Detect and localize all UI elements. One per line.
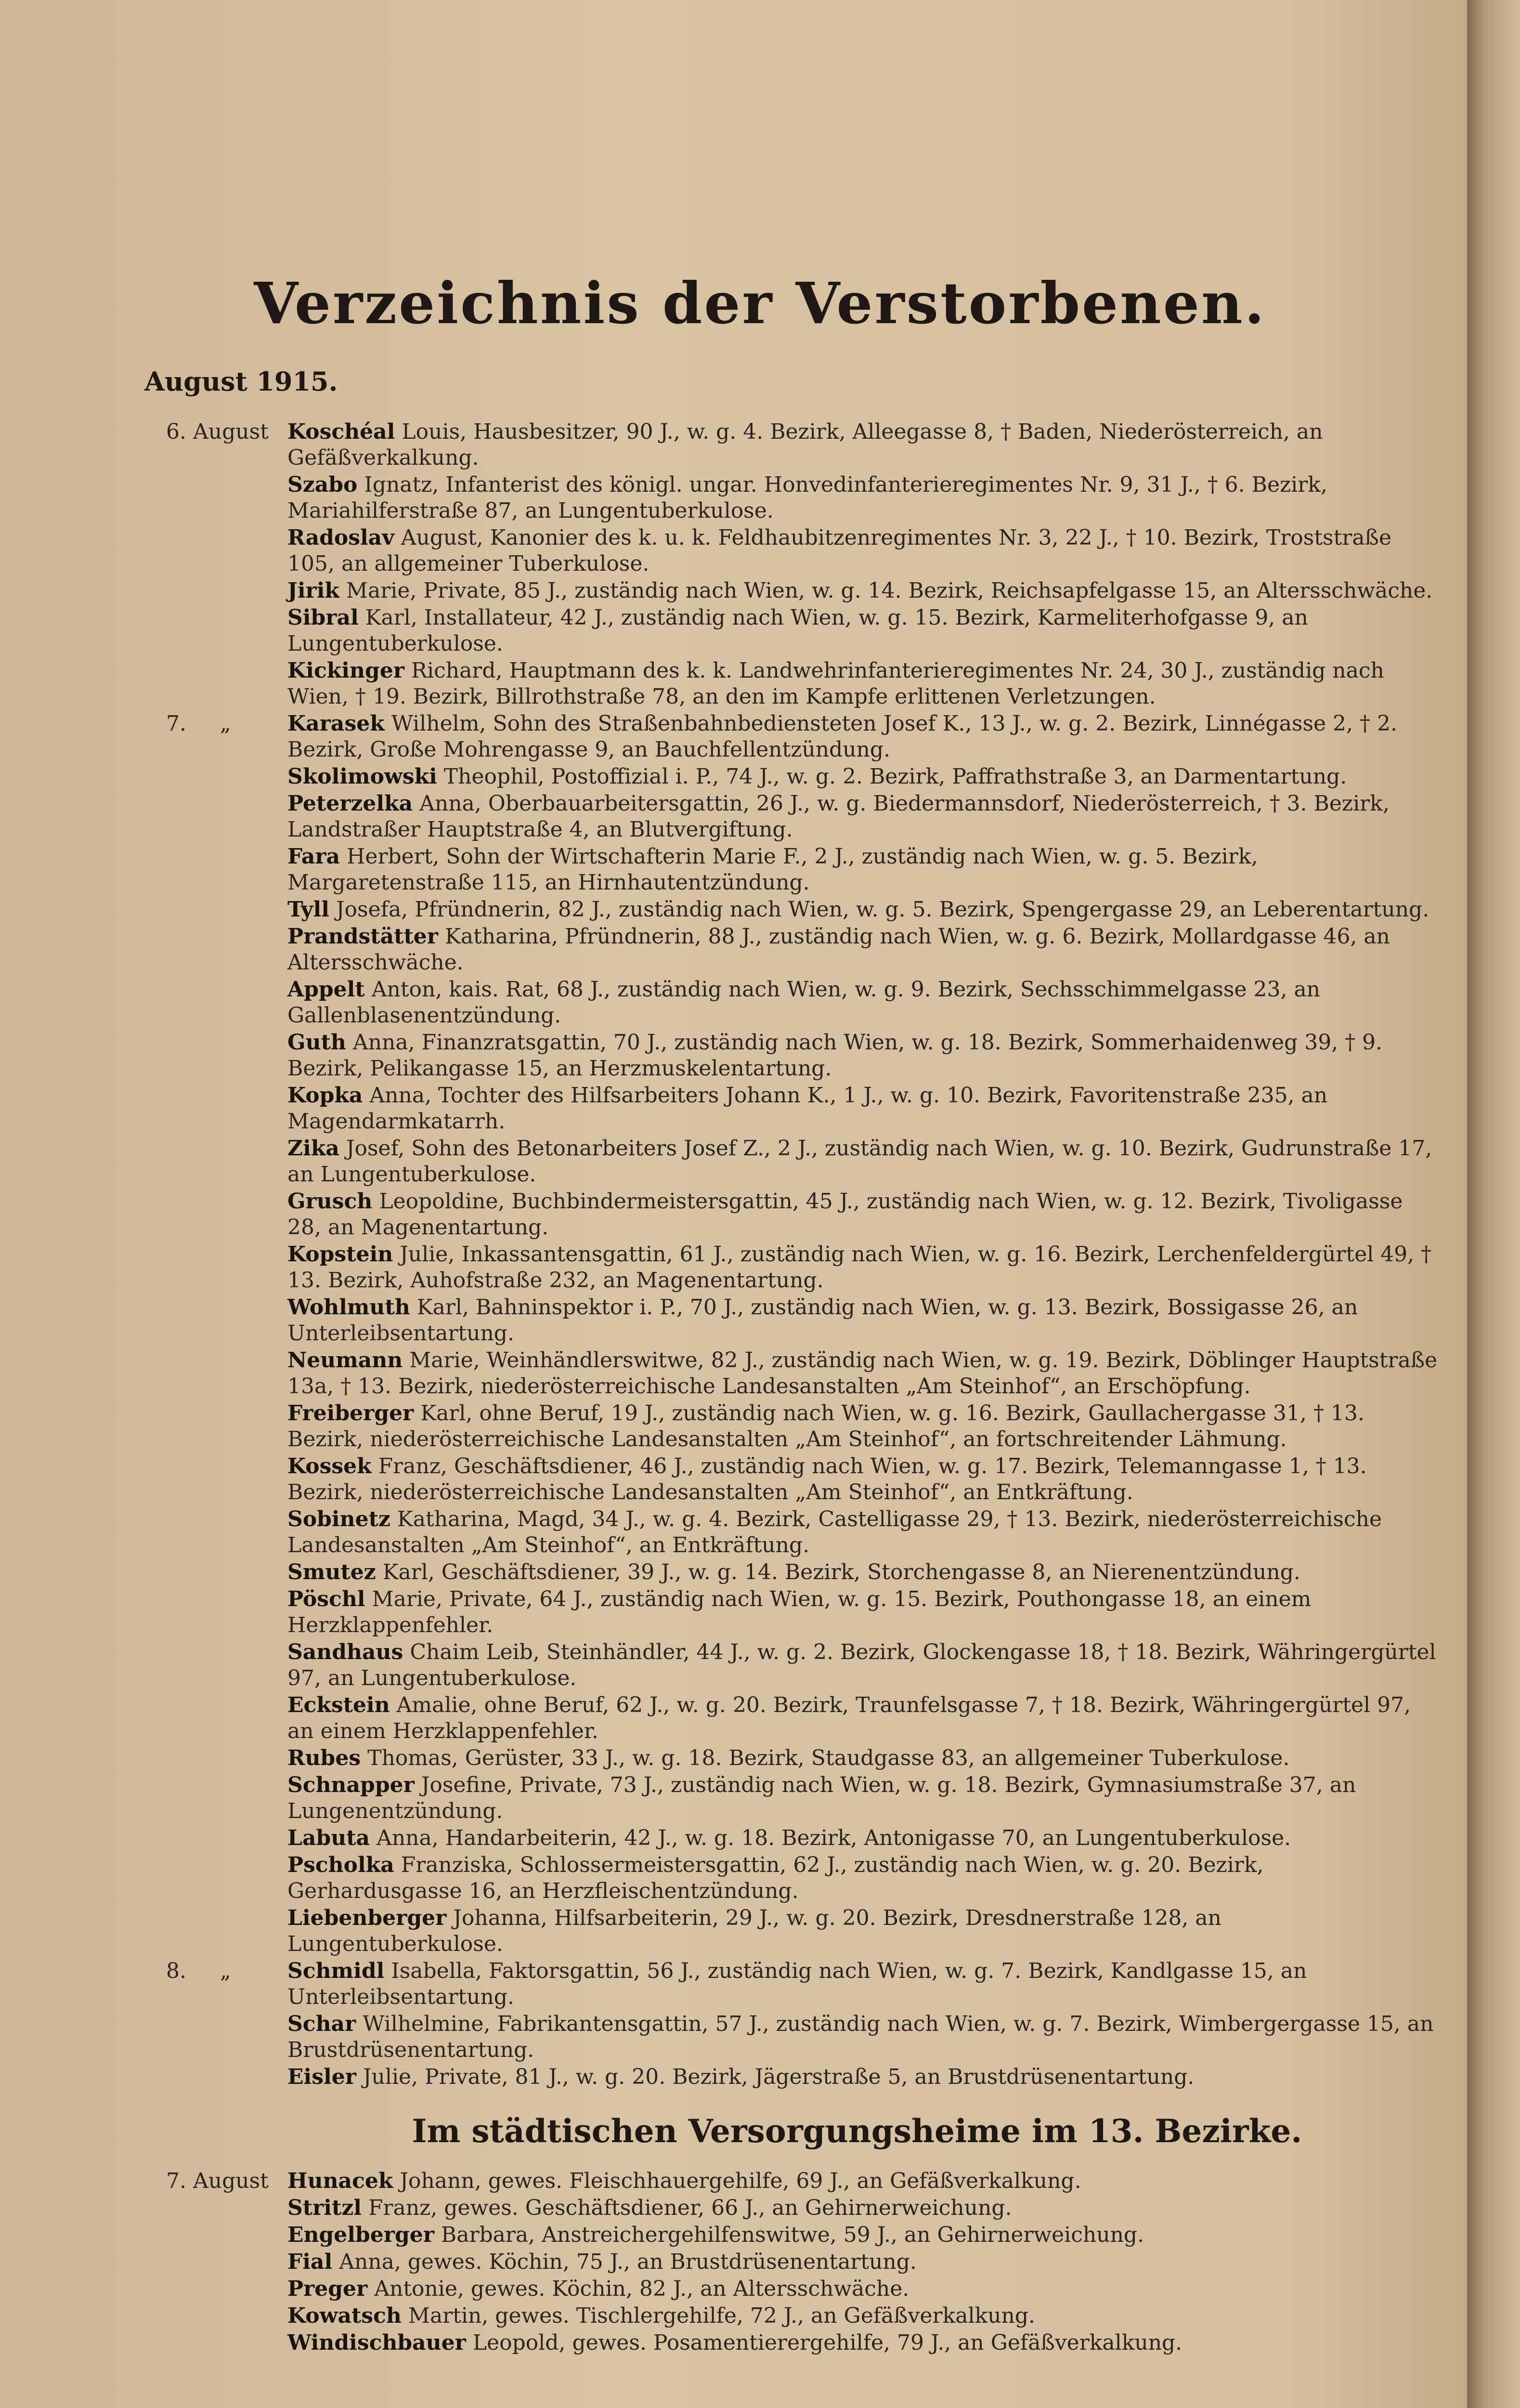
entry-text bbox=[287, 897, 1442, 923]
list-item bbox=[166, 2064, 1442, 2090]
entry-surname: Stritzl bbox=[287, 2196, 362, 2220]
list-item bbox=[166, 2222, 1442, 2248]
entry-details: Ignatz, Infanterist des königl. ungar. Honvedinfanterieregimentes Nr. 9, 31 J., † 6. Bezirk, Mariahilferstraße 87, an Lungentuberkulose. bbox=[287, 472, 1327, 523]
entry-surname: Eckstein bbox=[287, 1693, 390, 1717]
entry-surname: Karasek bbox=[287, 711, 385, 736]
entry-details: Anna, Finanzratsgattin, 70 J., zuständig nach Wien, w. g. 18. Bezirk, Sommerhaidenweg 39, † 9. Bezirk, Pelikangasse 15, an Herzmuskelentartung. bbox=[287, 1030, 1383, 1081]
list-item bbox=[166, 1189, 1442, 1241]
entry-surname: Eisler bbox=[287, 2065, 356, 2089]
entry-surname: Freiberger bbox=[287, 1401, 414, 1426]
entry-surname: Appelt bbox=[287, 977, 365, 1002]
entry-text bbox=[287, 1083, 1442, 1135]
entry-text bbox=[287, 2222, 1442, 2248]
entry-details: Anna, gewes. Köchin, 75 J., an Brustdrüsenentartung. bbox=[339, 2250, 917, 2274]
list-item bbox=[166, 897, 1442, 923]
entry-list bbox=[166, 419, 1442, 2090]
entry-surname: Szabo bbox=[287, 472, 358, 497]
entry-details: Karl, ohne Beruf, 19 J., zuständig nach Wien, w. g. 16. Bezirk, Gaullachergasse 31, † 13. Bezirk, niederösterreichische Landesanstalten „Am Steinhof“, an fortschreitender Lähmung. bbox=[287, 1401, 1364, 1452]
list-item bbox=[166, 1852, 1442, 1904]
entry-details: Theophil, Postoffizial i. P., 74 J., w. g. 2. Bezirk, Paffrathstraße 3, an Darmentartung. bbox=[443, 764, 1347, 789]
entry-details: Anna, Tochter des Hilfsarbeiters Johann K., 1 J., w. g. 10. Bezirk, Favoritenstraße 235, an Magendarmkatarrh. bbox=[287, 1083, 1328, 1134]
entry-details: Herbert, Sohn der Wirtschafterin Marie F., 2 J., zuständig nach Wien, w. g. 5. Bezirk, Margaretenstraße 115, an Hirnhautentzündung. bbox=[287, 844, 1258, 895]
entry-details: Johanna, Hilfsarbeiterin, 29 J., w. g. 20. Bezirk, Dresdnerstraße 128, an Lungentuberkulose. bbox=[287, 1906, 1221, 1956]
entry-text bbox=[287, 711, 1442, 763]
entry-text bbox=[287, 605, 1442, 657]
entry-surname: Pöschl bbox=[287, 1587, 365, 1611]
list-item bbox=[166, 1559, 1442, 1585]
entry-surname: Kossek bbox=[287, 1454, 372, 1479]
entry-list-versorgungsheim bbox=[166, 2168, 1442, 2356]
entry-details: Martin, gewes. Tischlergehilfe, 72 J., an Gefäßverkalkung. bbox=[408, 2303, 1036, 2328]
entry-text bbox=[287, 1506, 1442, 1558]
entry-details: Johann, gewes. Fleischhauergehilfe, 69 J., an Gefäßverkalkung. bbox=[400, 2169, 1081, 2193]
entry-surname: Liebenberger bbox=[287, 1906, 447, 1930]
entry-details: Anna, Handarbeiterin, 42 J., w. g. 18. Bezirk, Antonigasse 70, an Lungentuberkulose. bbox=[377, 1826, 1291, 1850]
entry-date: 6. August bbox=[166, 419, 269, 444]
list-item bbox=[166, 977, 1442, 1029]
entry-details: Isabella, Faktorsgattin, 56 J., zuständig nach Wien, w. g. 7. Bezirk, Kandlgasse 15, an Unterleibsentartung. bbox=[287, 1959, 1307, 2009]
entry-text bbox=[287, 1348, 1442, 1400]
entry-details: Wilhelm, Sohn des Straßenbahnbediensteten Josef K., 13 J., w. g. 2. Bezirk, Linnégasse 2, † 2. Bezirk, Große Mohrengasse 9, an Bauchfellentzündung. bbox=[287, 711, 1397, 762]
list-item bbox=[166, 711, 1442, 763]
list-item bbox=[166, 1958, 1442, 2010]
entry-details: August, Kanonier des k. u. k. Feldhaubitzenregimentes Nr. 3, 22 J., † 10. Bezirk, Troststraße 105, an allgemeiner Tuberkulose. bbox=[287, 525, 1391, 576]
section-subtitle: Im städtischen Versorgungsheime im 13. Bezirke. bbox=[412, 2112, 1302, 2150]
list-item bbox=[166, 1083, 1442, 1135]
list-item bbox=[166, 844, 1442, 896]
list-item bbox=[166, 1825, 1442, 1851]
entry-details: Leopold, gewes. Posamentierergehilfe, 79 J., an Gefäßverkalkung. bbox=[472, 2330, 1182, 2355]
entry-text bbox=[287, 1453, 1442, 1505]
entry-surname: Neumann bbox=[287, 1348, 403, 1373]
list-item bbox=[166, 1242, 1442, 1294]
entry-text bbox=[287, 578, 1442, 604]
entry-surname: Guth bbox=[287, 1030, 346, 1055]
entry-details: Franziska, Schlossermeistersgattin, 62 J., zuständig nach Wien, w. g. 20. Bezirk, Gerhardusgasse 16, an Herzfleischentzündung. bbox=[287, 1853, 1264, 1903]
entry-surname: Koschéal bbox=[287, 419, 395, 444]
entry-date: 7. August bbox=[166, 2169, 269, 2193]
entry-details: Marie, Private, 64 J., zuständig nach Wien, w. g. 15. Bezirk, Pouthongasse 18, an einem Herzklappenfehler. bbox=[287, 1587, 1312, 1637]
list-item bbox=[166, 472, 1442, 524]
entry-surname: Schar bbox=[287, 2012, 356, 2036]
entry-surname: Sibral bbox=[287, 605, 359, 630]
entry-details: Marie, Weinhändlerswitwe, 82 J., zuständig nach Wien, w. g. 19. Bezirk, Döblinger Hauptstraße 13a, † 13. Bezirk, niederösterreichische Landesanstalten „Am Steinhof“, an Erschöpfung. bbox=[287, 1348, 1438, 1399]
entry-surname: Grusch bbox=[287, 1189, 373, 1214]
entry-details: Julie, Inkassantensgattin, 61 J., zuständig nach Wien, w. g. 16. Bezirk, Lerchenfeldergürtel 49, † 13. Bezirk, Auhofstraße 232, an Magenentartung. bbox=[287, 1242, 1432, 1293]
list-item bbox=[166, 419, 1442, 471]
entry-surname: Smutez bbox=[287, 1560, 376, 1584]
list-item bbox=[166, 658, 1442, 710]
entry-details: Josefa, Pfründnerin, 82 J., zuständig nach Wien, w. g. 5. Bezirk, Spengergasse 29, an Leberentartung. bbox=[336, 897, 1429, 922]
entry-text bbox=[287, 2249, 1442, 2275]
page-title: Verzeichnis der Verstorbenen. bbox=[254, 270, 1266, 337]
entry-text bbox=[287, 1400, 1442, 1453]
entry-text bbox=[287, 1692, 1442, 1744]
list-item bbox=[166, 1692, 1442, 1744]
entry-surname: Kowatsch bbox=[287, 2303, 402, 2328]
entry-text bbox=[287, 2330, 1442, 2356]
entry-surname: Sandhaus bbox=[287, 1640, 403, 1664]
list-item bbox=[166, 1136, 1442, 1188]
entry-details: Karl, Installateur, 42 J., zuständig nach Wien, w. g. 15. Bezirk, Karmeliterhofgasse 9, an Lungentuberkulose. bbox=[287, 605, 1308, 656]
entry-details: Karl, Geschäftsdiener, 39 J., w. g. 14. Bezirk, Storchengasse 8, an Nierenentzündung. bbox=[382, 1560, 1300, 1584]
entry-text bbox=[287, 1295, 1442, 1347]
entry-surname: Preger bbox=[287, 2277, 368, 2301]
entry-text bbox=[287, 1958, 1442, 2010]
list-item bbox=[166, 1506, 1442, 1558]
entry-text bbox=[287, 764, 1442, 790]
list-item bbox=[166, 2249, 1442, 2275]
list-item bbox=[166, 1772, 1442, 1824]
entry-surname: Zika bbox=[287, 1136, 339, 1161]
entry-text bbox=[287, 2303, 1442, 2329]
entry-text bbox=[287, 2168, 1442, 2194]
entry-details: Franz, Geschäftsdiener, 46 J., zuständig nach Wien, w. g. 17. Bezirk, Telemanngasse 1, † 13. Bezirk, niederösterreichische Landesanstalten „Am Steinhof“, an Entkräftung. bbox=[287, 1454, 1367, 1505]
list-item bbox=[166, 2303, 1442, 2329]
entry-text bbox=[287, 844, 1442, 896]
list-item bbox=[166, 1295, 1442, 1347]
entry-text bbox=[287, 1242, 1442, 1294]
entry-date: 7. „ bbox=[166, 711, 231, 736]
entry-details: Karl, Bahninspektor i. P., 70 J., zuständig nach Wien, w. g. 13. Bezirk, Bossigasse 26, an Unterleibsentartung. bbox=[287, 1295, 1358, 1346]
list-item bbox=[166, 1745, 1442, 1771]
list-item bbox=[166, 2011, 1442, 2063]
entry-surname: Tyll bbox=[287, 897, 329, 922]
entry-details: Leopoldine, Buchbindermeistersgattin, 45 J., zuständig nach Wien, w. g. 12. Bezirk, Tivoligasse 28, an Magenentartung. bbox=[287, 1189, 1403, 1240]
entry-surname: Skolimowski bbox=[287, 764, 437, 789]
list-item bbox=[166, 1400, 1442, 1453]
entry-date: 8. „ bbox=[166, 1959, 231, 1983]
entry-surname: Radoslav bbox=[287, 525, 394, 550]
entry-text bbox=[287, 1772, 1442, 1824]
entry-text bbox=[287, 1905, 1442, 1957]
entry-text bbox=[287, 2276, 1442, 2302]
death-register bbox=[166, 419, 1442, 2357]
entry-details: Anton, kais. Rat, 68 J., zuständig nach Wien, w. g. 9. Bezirk, Sechsschimmelgasse 23, an Gallenblasenentzündung. bbox=[287, 977, 1321, 1028]
entry-surname: Labuta bbox=[287, 1826, 370, 1850]
list-item bbox=[166, 1030, 1442, 1082]
entry-text bbox=[287, 525, 1442, 577]
entry-text bbox=[287, 924, 1442, 976]
list-item bbox=[166, 1905, 1442, 1957]
entry-details: Julie, Private, 81 J., w. g. 20. Bezirk, Jägerstraße 5, an Brustdrüsenentartung. bbox=[363, 2065, 1195, 2089]
entry-surname: Rubes bbox=[287, 1746, 361, 1770]
entry-details: Chaim Leib, Steinhändler, 44 J., w. g. 2. Bezirk, Glockengasse 18, † 18. Bezirk, Währingergürtel 97, an Lungentuberkulose. bbox=[287, 1640, 1436, 1690]
entry-details: Wilhelmine, Fabrikantensgattin, 57 J., zuständig nach Wien, w. g. 7. Bezirk, Wimbergergasse 15, an Brustdrüsenentartung. bbox=[287, 2012, 1434, 2062]
entry-surname: Prandstätter bbox=[287, 924, 438, 949]
entry-text bbox=[287, 1745, 1442, 1771]
list-item bbox=[166, 1348, 1442, 1400]
entry-text bbox=[287, 791, 1442, 843]
entry-details: Josefine, Private, 73 J., zuständig nach Wien, w. g. 18. Bezirk, Gymnasiumstraße 37, an Lungenentzündung. bbox=[287, 1773, 1356, 1823]
entry-surname: Sobinetz bbox=[287, 1507, 390, 1531]
entry-details: Thomas, Gerüster, 33 J., w. g. 18. Bezirk, Staudgasse 83, an allgemeiner Tuberkulose. bbox=[367, 1746, 1290, 1770]
entry-details: Louis, Hausbesitzer, 90 J., w. g. 4. Bezirk, Alleegasse 8, † Baden, Niederösterreich, an Gefäßverkalkung. bbox=[287, 419, 1323, 470]
entry-text bbox=[287, 1189, 1442, 1241]
entry-text bbox=[287, 472, 1442, 524]
entry-details: Amalie, ohne Beruf, 62 J., w. g. 20. Bezirk, Traunfelsgasse 7, † 18. Bezirk, Währingergürtel 97, an einem Herzklappenfehler. bbox=[287, 1693, 1411, 1743]
list-item bbox=[166, 578, 1442, 604]
entry-surname: Schmidl bbox=[287, 1959, 385, 1983]
list-item bbox=[166, 1639, 1442, 1691]
entry-surname: Windischbauer bbox=[287, 2330, 466, 2355]
list-item bbox=[166, 791, 1442, 843]
entry-text bbox=[287, 1639, 1442, 1691]
entry-surname: Engelberger bbox=[287, 2223, 434, 2247]
entry-details: Katharina, Magd, 34 J., w. g. 4. Bezirk, Castelligasse 29, † 13. Bezirk, niederösterreichische Landesanstalten „Am Steinhof“, an Entkräftung. bbox=[287, 1507, 1382, 1557]
entry-text bbox=[287, 1825, 1442, 1851]
list-item bbox=[166, 924, 1442, 976]
entry-details: Barbara, Anstreichergehilfenswitwe, 59 J., an Gehirnerweichung. bbox=[441, 2223, 1144, 2247]
entry-surname: Fial bbox=[287, 2250, 333, 2274]
entry-surname: Jirik bbox=[287, 578, 339, 603]
entry-surname: Fara bbox=[287, 844, 340, 869]
entry-text bbox=[287, 658, 1442, 710]
entry-text bbox=[287, 977, 1442, 1029]
entry-text bbox=[287, 1852, 1442, 1904]
entry-text bbox=[287, 1136, 1442, 1188]
entry-text bbox=[287, 2011, 1442, 2063]
page-edge bbox=[1467, 0, 1520, 2408]
entry-surname: Kopka bbox=[287, 1083, 363, 1108]
list-item bbox=[166, 1453, 1442, 1505]
month-heading: August 1915. bbox=[144, 366, 338, 397]
list-item bbox=[166, 2276, 1442, 2302]
entry-surname: Schnapper bbox=[287, 1773, 415, 1797]
list-item bbox=[166, 2168, 1442, 2194]
entry-details: Katharina, Pfründnerin, 88 J., zuständig nach Wien, w. g. 6. Bezirk, Mollardgasse 46, an Altersschwäche. bbox=[287, 924, 1390, 975]
list-item bbox=[166, 2330, 1442, 2356]
list-item bbox=[166, 1586, 1442, 1638]
entry-surname: Kopstein bbox=[287, 1242, 393, 1267]
entry-text bbox=[287, 2064, 1442, 2090]
list-item bbox=[166, 2195, 1442, 2221]
entry-details: Marie, Private, 85 J., zuständig nach Wien, w. g. 14. Bezirk, Reichsapfelgasse 15, an Altersschwäche. bbox=[346, 578, 1433, 603]
entry-surname: Kickinger bbox=[287, 658, 404, 683]
entry-surname: Pscholka bbox=[287, 1853, 394, 1877]
entry-details: Franz, gewes. Geschäftsdiener, 66 J., an Gehirnerweichung. bbox=[368, 2196, 1012, 2220]
entry-surname: Peterzelka bbox=[287, 791, 413, 816]
entry-details: Antonie, gewes. Köchin, 82 J., an Altersschwäche. bbox=[374, 2277, 909, 2301]
entry-surname: Wohlmuth bbox=[287, 1295, 410, 1320]
entry-text bbox=[287, 1586, 1442, 1638]
entry-details: Richard, Hauptmann des k. k. Landwehrinfanterieregimentes Nr. 24, 30 J., zuständig nach Wien, † 19. Bezirk, Billrothstraße 78, an den im Kampfe erlittenen Verletzungen. bbox=[287, 658, 1384, 709]
list-item bbox=[166, 525, 1442, 577]
entry-details: Anna, Oberbauarbeitersgattin, 26 J., w. g. Biedermannsdorf, Niederösterreich, † 3. Bezirk, Landstraßer Hauptstraße 4, an Blutvergiftung. bbox=[287, 791, 1390, 842]
entry-text bbox=[287, 1030, 1442, 1082]
list-item bbox=[166, 605, 1442, 657]
entry-details: Josef, Sohn des Betonarbeiters Josef Z., 2 J., zuständig nach Wien, w. g. 10. Bezirk, Gudrunstraße 17, an Lungentuberkulose. bbox=[287, 1136, 1432, 1187]
entry-text bbox=[287, 1559, 1442, 1585]
list-item bbox=[166, 764, 1442, 790]
entry-text bbox=[287, 419, 1442, 471]
entry-surname: Hunacek bbox=[287, 2169, 393, 2193]
entry-text bbox=[287, 2195, 1442, 2221]
